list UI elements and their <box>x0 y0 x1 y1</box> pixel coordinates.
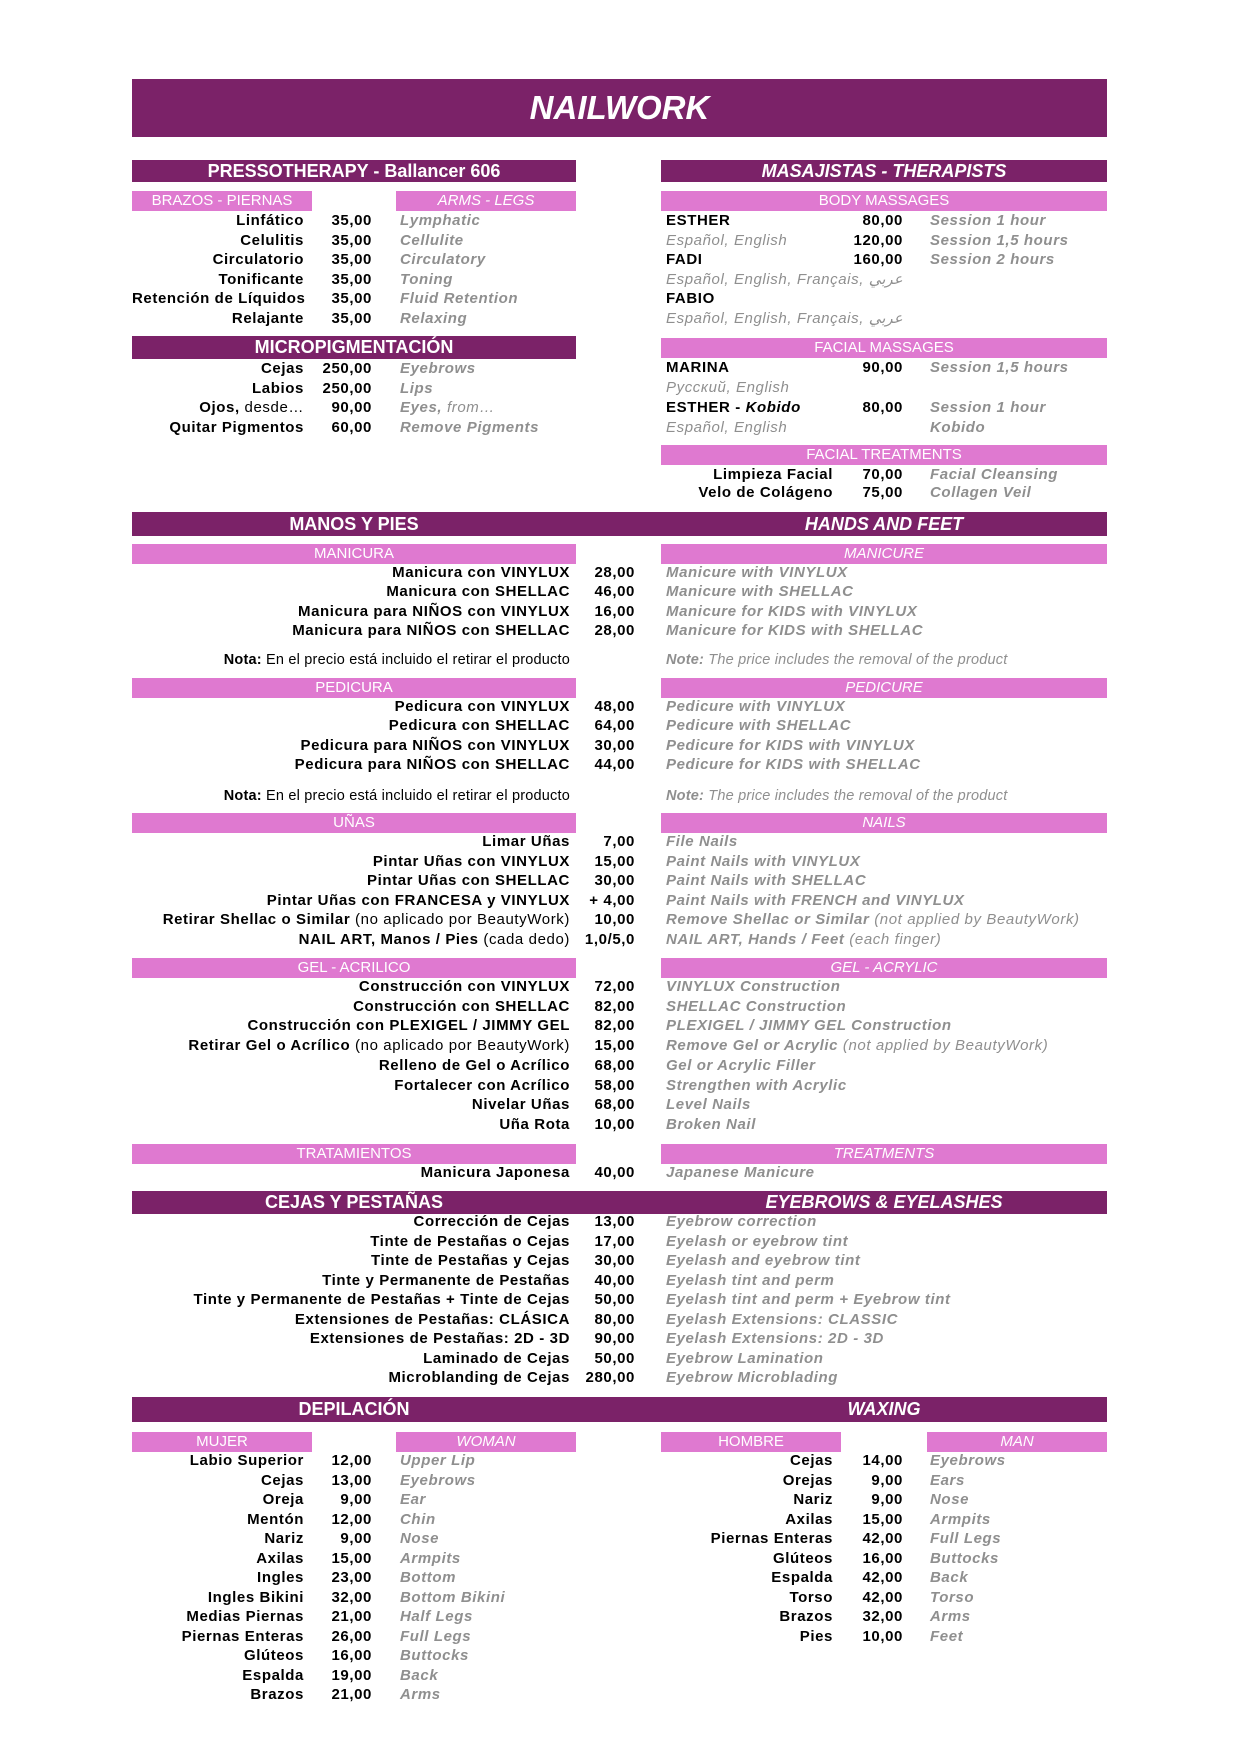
gel-price: 10,00 <box>594 1115 635 1133</box>
nails-item: NAIL ART, Manos / Pies (cada dedo) <box>298 931 570 948</box>
manicure-item-en: Manicure for KIDS with VINYLUX <box>666 602 918 620</box>
nails-price: 30,00 <box>594 872 635 890</box>
pressotherapy-item: Tonificante <box>218 270 304 288</box>
waxing-men-item: Nariz <box>793 1491 833 1508</box>
manicure-item-en: Manicure with VINYLUX <box>666 564 848 581</box>
waxing-men-item: Glúteos <box>772 1549 833 1567</box>
gel-item-en: Strengthen with Acrylic <box>666 1076 847 1094</box>
waxing-men-item-en: Ears <box>930 1471 965 1489</box>
waxing-women-price: 26,00 <box>331 1627 372 1645</box>
manicure-note-en: Note: The price includes the removal of the product <box>666 652 1008 668</box>
manicure-price: 46,00 <box>594 583 635 601</box>
pressotherapy-item-en: Circulatory <box>400 251 486 269</box>
waxing-women-item-en: Buttocks <box>400 1647 469 1664</box>
eyebrow-price: 50,00 <box>594 1349 635 1367</box>
manicure-item: Manicura para NIÑOS con SHELLAC <box>292 622 570 640</box>
manicure-item: Manicura con VINYLUX <box>392 564 570 581</box>
pedicure-item-en: Pedicure with SHELLAC <box>666 717 852 735</box>
pressotherapy-item-en: Cellulite <box>400 231 464 249</box>
eyebrow-item-en: Eyelash or eyebrow tint <box>666 1232 849 1250</box>
waxing-women-price: 32,00 <box>331 1588 372 1606</box>
facial-treatment-item: Limpieza Facial <box>713 466 833 483</box>
pedicure-sub-en: PEDICURE <box>661 678 1107 698</box>
pedicure-note-es: Nota: En el precio está incluido el retirar el producto <box>223 788 570 804</box>
manicure-item: Manicura para NIÑOS con VINYLUX <box>298 602 570 620</box>
gel-price: 72,00 <box>594 978 635 995</box>
eyebrow-price: 80,00 <box>594 1310 635 1328</box>
therapist-languages: Español, English <box>666 419 788 436</box>
eyebrow-item-en: Eyelash and eyebrow tint <box>666 1252 861 1269</box>
pedicure-price: 44,00 <box>594 756 635 774</box>
nails-price: 7,00 <box>603 833 635 850</box>
eyebrow-price: 90,00 <box>594 1330 635 1347</box>
therapist-session: Session 1,5 hours <box>930 231 1069 249</box>
nails-price: + 4,00 <box>589 891 635 909</box>
nails-price: 10,00 <box>594 911 635 929</box>
eyebrow-item: Extensiones de Pestañas: 2D - 3D <box>309 1330 570 1347</box>
pedicure-price: 64,00 <box>594 717 635 735</box>
pressotherapy-item-en: Toning <box>400 270 454 288</box>
waxing-women-item-en: Armpits <box>400 1549 461 1567</box>
waxing-women-item-en: Eyebrows <box>400 1471 476 1489</box>
facial-treatment-price: 75,00 <box>862 484 903 501</box>
micropigmentation-price: 250,00 <box>322 379 372 397</box>
gel-item-en: PLEXIGEL / JIMMY GEL Construction <box>666 1017 952 1035</box>
waxing-women-price: 23,00 <box>331 1569 372 1586</box>
nails-sub-en: NAILS <box>661 813 1107 833</box>
therapist-name: FABIO <box>666 290 715 308</box>
nails-item-en: Paint Nails with FRENCH and VINYLUX <box>666 891 965 909</box>
pedicure-item: Pedicura con SHELLAC <box>388 717 570 735</box>
waxing-header-en: WAXING <box>847 1399 921 1419</box>
pedicure-item-en: Pedicure for KIDS with SHELLAC <box>666 756 921 774</box>
waxing-women-item-en: Bottom Bikini <box>400 1588 506 1606</box>
therapist-name: FADI <box>666 251 703 269</box>
gel-item-en: Remove Gel or Acrylic (not applied by BeautyWork) <box>666 1037 1049 1055</box>
waxing-women-price: 19,00 <box>331 1666 372 1684</box>
pressotherapy-price: 35,00 <box>331 310 372 327</box>
eyebrow-item-en: Eyebrow correction <box>666 1213 817 1230</box>
treatment-item: Manicura Japonesa <box>420 1164 570 1181</box>
waxing-women-price: 12,00 <box>331 1452 372 1469</box>
pressotherapy-price: 35,00 <box>331 270 372 288</box>
eyebrow-item-en: Eyebrow Lamination <box>666 1349 824 1367</box>
pressotherapy-sub-es: BRAZOS - PIERNAS <box>132 191 312 211</box>
waxing-women-item: Axilas <box>256 1549 304 1567</box>
gel-price: 68,00 <box>594 1056 635 1074</box>
micropigmentation-item-en: Lips <box>400 379 434 397</box>
treatments-sub-en: TREATMENTS <box>661 1144 1107 1164</box>
eyebrow-item-en: Eyelash Extensions: CLASSIC <box>666 1310 899 1328</box>
facial-treatment-price: 70,00 <box>862 466 903 483</box>
waxing-women-price: 9,00 <box>340 1530 372 1547</box>
nails-item: Pintar Uñas con SHELLAC <box>367 872 570 890</box>
men-sub-es: HOMBRE <box>661 1432 841 1452</box>
micropigmentation-item-en: Eyes, from… <box>400 399 495 416</box>
gel-price: 68,00 <box>594 1096 635 1114</box>
nails-item-en: Remove Shellac or Similar (not applied by BeautyWork) <box>666 911 1080 929</box>
waxing-women-item-en: Bottom <box>400 1569 457 1586</box>
therapist-session: Session 1 hour <box>930 212 1046 229</box>
waxing-women-item: Glúteos <box>243 1647 304 1664</box>
therapist-languages: Español, English, Français, عربي <box>666 310 903 327</box>
waxing-men-price: 14,00 <box>862 1452 903 1469</box>
therapist-languages: Español, English <box>666 231 788 249</box>
gel-sub-en: GEL - ACRYLIC <box>661 958 1107 978</box>
eyebrows-header-en: EYEBROWS & EYELASHES <box>765 1192 1003 1212</box>
nails-item: Pintar Uñas con FRANCESA y VINYLUX <box>266 891 570 909</box>
waxing-women-item-en: Full Legs <box>400 1627 472 1645</box>
eyebrow-item: Tinte y Permanente de Pestañas + Tinte de Cejas <box>193 1291 570 1308</box>
eyebrow-price: 17,00 <box>594 1232 635 1250</box>
pedicure-item: Pedicura para NIÑOS con VINYLUX <box>300 736 570 754</box>
waxing-women-price: 9,00 <box>340 1491 372 1508</box>
nails-sub-es: UÑAS <box>132 813 576 833</box>
pedicure-price: 48,00 <box>594 698 635 715</box>
waxing-women-price: 13,00 <box>331 1471 372 1489</box>
body-massages-header: BODY MASSAGES <box>661 191 1107 211</box>
waxing-men-item: Espalda <box>771 1569 833 1586</box>
pressotherapy-header: PRESSOTHERAPY - Ballancer 606 <box>132 160 576 182</box>
gel-price: 82,00 <box>594 1017 635 1035</box>
waxing-men-item-en: Buttocks <box>930 1549 999 1567</box>
waxing-women-item: Ingles <box>257 1569 304 1586</box>
eyebrow-item: Corrección de Cejas <box>413 1213 570 1230</box>
waxing-men-item-en: Arms <box>930 1608 971 1625</box>
eyebrow-item: Extensiones de Pestañas: CLÁSICA <box>294 1310 570 1328</box>
gel-item-en: Gel or Acrylic Filler <box>666 1056 816 1074</box>
eyebrows-header-es: CEJAS Y PESTAÑAS <box>264 1192 444 1212</box>
waxing-men-item: Brazos <box>779 1608 833 1625</box>
pressotherapy-sub-en: ARMS - LEGS <box>396 191 576 211</box>
men-sub-en: MAN <box>927 1432 1107 1452</box>
pressotherapy-item: Celulitis <box>240 231 304 249</box>
waxing-women-item: Labio Superior <box>189 1452 304 1469</box>
eyebrow-item-en: Eyelash tint and perm <box>666 1271 835 1289</box>
therapist-price: 120,00 <box>853 231 903 249</box>
pressotherapy-item-en: Lymphatic <box>400 212 481 229</box>
waxing-women-item-en: Half Legs <box>400 1608 473 1625</box>
page-title: NAILWORK <box>132 79 1107 137</box>
pedicure-sub-es: PEDICURA <box>132 678 576 698</box>
waxing-women-price: 12,00 <box>331 1510 372 1528</box>
waxing-men-item-en: Nose <box>930 1491 970 1508</box>
therapist-price: 90,00 <box>862 359 903 376</box>
waxing-men-item: Piernas Enteras <box>710 1530 833 1547</box>
waxing-men-price: 32,00 <box>862 1608 903 1625</box>
therapist-session: Session 1,5 hours <box>930 359 1069 376</box>
waxing-men-item-en: Eyebrows <box>930 1452 1006 1469</box>
therapist-languages: Español, English, Français, عربي <box>666 270 903 288</box>
gel-item: Construcción con VINYLUX <box>358 978 570 995</box>
therapist-price: 160,00 <box>853 251 903 269</box>
manicure-price: 16,00 <box>594 602 635 620</box>
gel-price: 58,00 <box>594 1076 635 1094</box>
eyebrow-item-en: Eyelash tint and perm + Eyebrow tint <box>666 1291 951 1308</box>
manicure-sub-en: MANICURE <box>661 544 1107 564</box>
waxing-men-price: 9,00 <box>871 1491 903 1508</box>
therapist-session: Session 2 hours <box>930 251 1055 269</box>
waxing-men-item-en: Armpits <box>930 1510 991 1528</box>
waxing-women-item: Brazos <box>250 1686 304 1703</box>
nails-item-en: NAIL ART, Hands / Feet (each finger) <box>666 931 942 948</box>
manicure-item-en: Manicure for KIDS with SHELLAC <box>666 622 924 640</box>
gel-item: Nivelar Uñas <box>471 1096 570 1114</box>
women-sub-es: MUJER <box>132 1432 312 1452</box>
manicure-price: 28,00 <box>594 564 635 581</box>
treatments-sub-es: TRATAMIENTOS <box>132 1144 576 1164</box>
waxing-men-item: Torso <box>789 1588 833 1606</box>
waxing-women-price: 15,00 <box>331 1549 372 1567</box>
waxing-men-item: Pies <box>799 1627 833 1645</box>
manicure-sub-es: MANICURA <box>132 544 576 564</box>
micropigmentation-price: 250,00 <box>322 360 372 377</box>
waxing-women-item-en: Nose <box>400 1530 440 1547</box>
waxing-men-item: Cejas <box>789 1452 833 1469</box>
facial-treatment-item-en: Facial Cleansing <box>930 466 1058 483</box>
gel-item: Relleno de Gel o Acrílico <box>378 1056 570 1074</box>
gel-item: Construcción con PLEXIGEL / JIMMY GEL <box>247 1017 570 1035</box>
treatment-price: 40,00 <box>594 1164 635 1181</box>
nails-item: Retirar Shellac o Similar (no aplicado por BeautyWork) <box>162 911 570 929</box>
micropigmentation-header: MICROPIGMENTACIÓN <box>132 336 576 359</box>
eyebrow-price: 40,00 <box>594 1271 635 1289</box>
pedicure-item: Pedicura para NIÑOS con SHELLAC <box>294 756 570 774</box>
gel-item: Construcción con SHELLAC <box>353 997 570 1015</box>
micropigmentation-item: Ojos, desde… <box>199 399 304 416</box>
nails-item-en: Paint Nails with SHELLAC <box>666 872 867 890</box>
micropigmentation-price: 60,00 <box>331 418 372 436</box>
manicure-item: Manicura con SHELLAC <box>386 583 570 601</box>
nails-item-en: Paint Nails with VINYLUX <box>666 852 861 870</box>
waxing-women-item-en: Arms <box>400 1686 441 1703</box>
gel-item: Retirar Gel o Acrílico (no aplicado por BeautyWork) <box>188 1037 570 1055</box>
nails-item: Limar Uñas <box>482 833 570 850</box>
micropigmentation-item-en: Eyebrows <box>400 360 476 377</box>
waxing-women-item-en: Back <box>400 1666 439 1684</box>
gel-item-en: SHELLAC Construction <box>666 997 847 1015</box>
eyebrow-price: 280,00 <box>585 1369 635 1386</box>
waxing-men-price: 42,00 <box>862 1588 903 1606</box>
manicure-note-es: Nota: En el precio está incluido el retirar el producto <box>223 652 570 668</box>
waxing-men-price: 15,00 <box>862 1510 903 1528</box>
facial-treatments-header: FACIAL TREATMENTS <box>661 445 1107 465</box>
waxing-men-price: 42,00 <box>862 1569 903 1586</box>
eyebrow-item-en: Eyelash Extensions: 2D - 3D <box>666 1330 884 1347</box>
therapist-session: Session 1 hour <box>930 399 1046 416</box>
eyebrow-price: 50,00 <box>594 1291 635 1308</box>
waxing-header-es: DEPILACIÓN <box>298 1399 410 1419</box>
waxing-men-price: 42,00 <box>862 1530 903 1547</box>
waxing-women-item-en: Upper Lip <box>400 1452 476 1469</box>
waxing-men-item: Axilas <box>785 1510 833 1528</box>
waxing-women-item: Cejas <box>260 1471 304 1489</box>
pressotherapy-price: 35,00 <box>331 231 372 249</box>
women-sub-en: WOMAN <box>396 1432 576 1452</box>
pressotherapy-item-en: Relaxing <box>400 310 468 327</box>
gel-item-en: VINYLUX Construction <box>666 978 841 995</box>
therapist-price: 80,00 <box>862 399 903 416</box>
pressotherapy-price: 35,00 <box>331 212 372 229</box>
manicure-item-en: Manicure with SHELLAC <box>666 583 854 601</box>
gel-price: 15,00 <box>594 1037 635 1055</box>
therapist-name: ESTHER <box>666 212 731 229</box>
waxing-men-price: 9,00 <box>871 1471 903 1489</box>
eyebrow-item-en: Eyebrow Microblading <box>666 1369 839 1386</box>
facial-treatment-item-en: Collagen Veil <box>930 484 1032 501</box>
pedicure-price: 30,00 <box>594 736 635 754</box>
eyebrow-item: Microblanding de Cejas <box>388 1369 570 1386</box>
waxing-women-item: Medias Piernas <box>186 1608 304 1625</box>
micropigmentation-item: Cejas <box>260 360 304 377</box>
therapist-session: Kobido <box>930 419 986 436</box>
waxing-men-item-en: Torso <box>930 1588 975 1606</box>
pressotherapy-price: 35,00 <box>331 290 372 308</box>
pedicure-item-en: Pedicure with VINYLUX <box>666 698 846 715</box>
waxing-women-item: Ingles Bikini <box>207 1588 304 1606</box>
gel-item-en: Broken Nail <box>666 1115 756 1133</box>
nails-price: 15,00 <box>594 852 635 870</box>
micropigmentation-item: Quitar Pigmentos <box>169 418 304 436</box>
therapists-header: MASAJISTAS - THERAPISTS <box>661 160 1107 182</box>
waxing-women-item: Nariz <box>264 1530 304 1547</box>
waxing-men-price: 16,00 <box>862 1549 903 1567</box>
nails-item-en: File Nails <box>666 833 738 850</box>
waxing-men-item: Orejas <box>782 1471 833 1489</box>
facial-massages-header: FACIAL MASSAGES <box>661 338 1107 358</box>
pressotherapy-item: Circulatorio <box>212 251 304 269</box>
waxing-men-item-en: Full Legs <box>930 1530 1002 1547</box>
waxing-women-item-en: Ear <box>400 1491 426 1508</box>
therapist-price: 80,00 <box>862 212 903 229</box>
eyebrow-price: 13,00 <box>594 1213 635 1230</box>
gel-price: 82,00 <box>594 997 635 1015</box>
therapist-name: MARINA <box>666 359 730 376</box>
micropigmentation-price: 90,00 <box>331 399 372 416</box>
waxing-women-item-en: Chin <box>400 1510 436 1528</box>
waxing-men-item-en: Back <box>930 1569 969 1586</box>
waxing-women-item: Oreja <box>262 1491 304 1508</box>
gel-sub-es: GEL - ACRILICO <box>132 958 576 978</box>
pressotherapy-item: Linfático <box>236 212 304 229</box>
micropigmentation-item-en: Remove Pigments <box>400 418 540 436</box>
waxing-men-price: 10,00 <box>862 1627 903 1645</box>
eyebrow-item: Tinte y Permanente de Pestañas <box>322 1271 570 1289</box>
pressotherapy-item-en: Fluid Retention <box>400 290 519 308</box>
eyebrow-item: Laminado de Cejas <box>423 1349 570 1367</box>
gel-item: Uña Rota <box>499 1115 570 1133</box>
waxing-women-price: 21,00 <box>331 1686 372 1703</box>
waxing-women-item: Mentón <box>247 1510 304 1528</box>
eyebrow-price: 30,00 <box>594 1252 635 1269</box>
therapist-languages: Русский, English <box>666 379 790 396</box>
pedicure-note-en: Note: The price includes the removal of the product <box>666 788 1008 804</box>
hands-feet-header-en: HANDS AND FEET <box>804 514 964 534</box>
pressotherapy-item: Retención de Líquidos <box>132 290 306 308</box>
waxing-women-item: Espalda <box>242 1666 304 1684</box>
waxing-men-item-en: Feet <box>930 1627 964 1645</box>
facial-treatment-item: Velo de Colágeno <box>698 484 833 501</box>
micropigmentation-item: Labios <box>252 379 304 397</box>
pressotherapy-item: Relajante <box>231 310 304 327</box>
waxing-women-item: Piernas Enteras <box>181 1627 304 1645</box>
eyebrow-item: Tinte de Pestañas y Cejas <box>371 1252 570 1269</box>
pressotherapy-price: 35,00 <box>331 251 372 269</box>
hands-feet-header-es: MANOS Y PIES <box>289 514 419 534</box>
waxing-women-price: 21,00 <box>331 1608 372 1625</box>
eyebrow-item: Tinte de Pestañas o Cejas <box>370 1232 570 1250</box>
pedicure-item: Pedicura con VINYLUX <box>394 698 570 715</box>
pedicure-item-en: Pedicure for KIDS with VINYLUX <box>666 736 915 754</box>
gel-item-en: Level Nails <box>666 1096 751 1114</box>
nails-item: Pintar Uñas con VINYLUX <box>372 852 570 870</box>
therapist-name: ESTHER - Kobido <box>666 399 801 416</box>
treatment-item-en: Japanese Manicure <box>666 1164 815 1181</box>
manicure-price: 28,00 <box>594 622 635 640</box>
waxing-women-price: 16,00 <box>331 1647 372 1664</box>
nails-price: 1,0/5,0 <box>584 931 635 948</box>
gel-item: Fortalecer con Acrílico <box>394 1076 570 1094</box>
